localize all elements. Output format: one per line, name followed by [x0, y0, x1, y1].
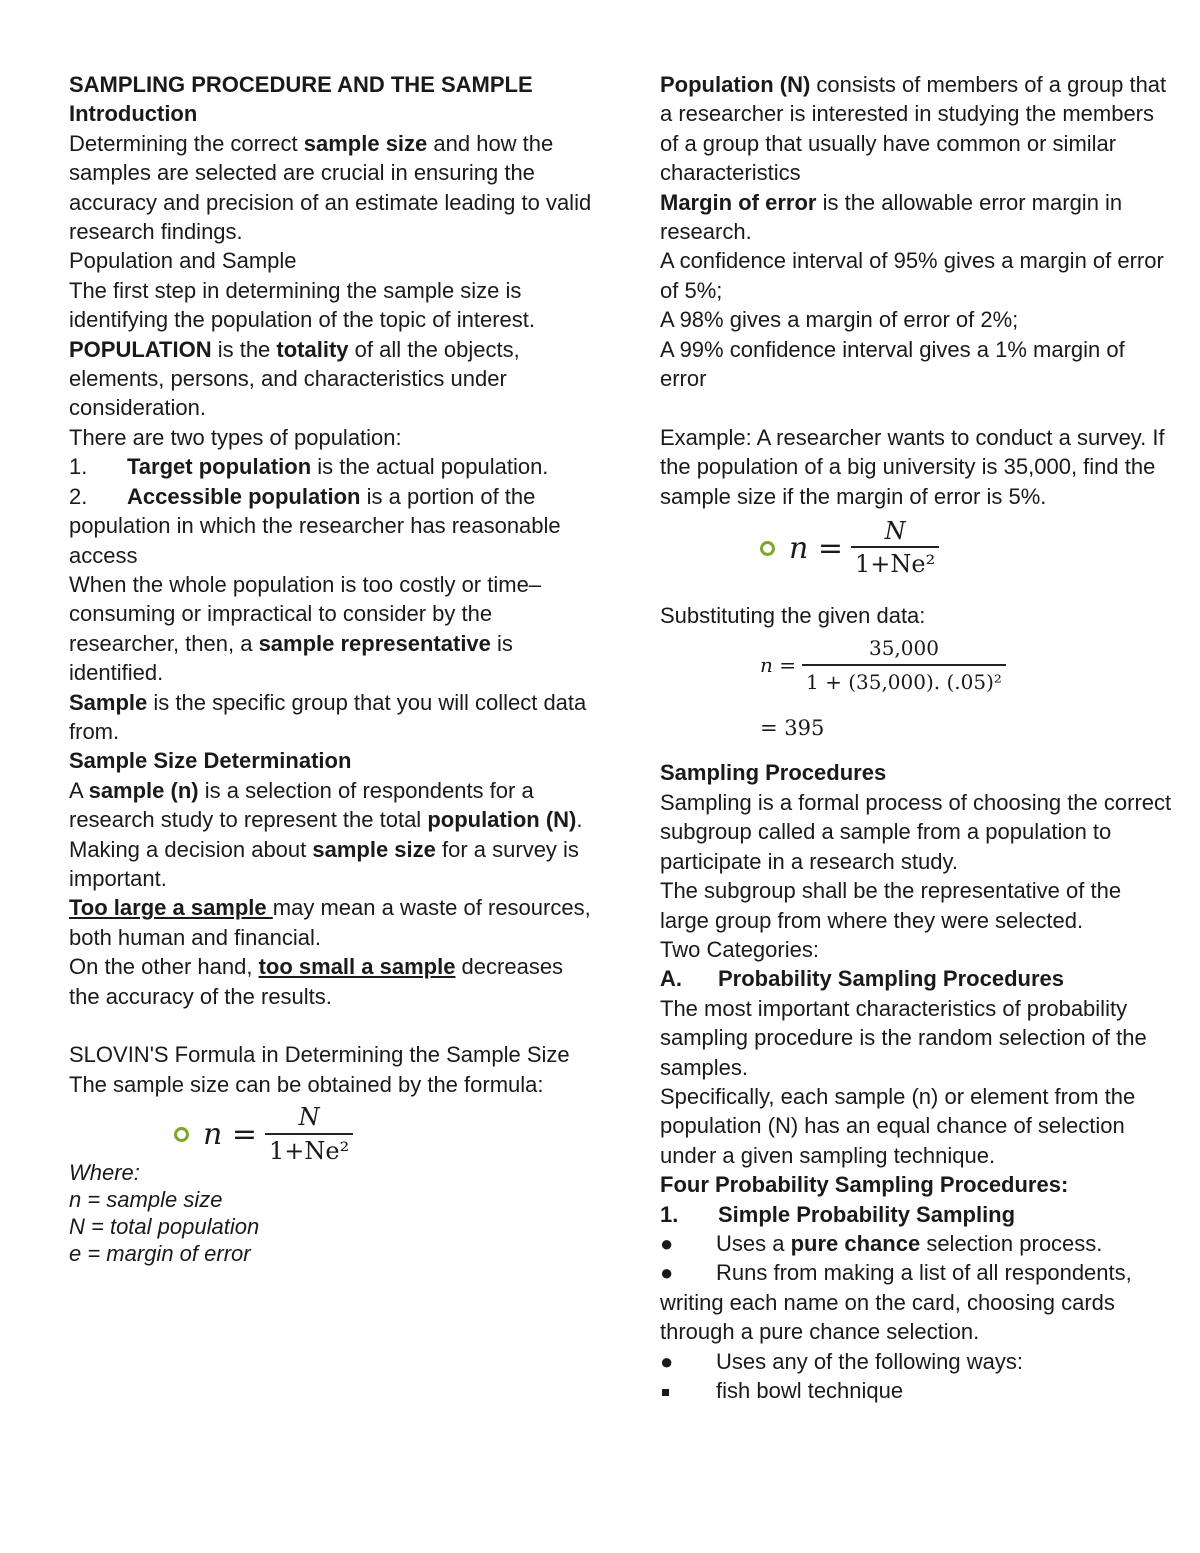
where-N: N = total population [69, 1214, 260, 1240]
example-paragraph: Example: A researcher wants to conduct a survey. If the population of a big university is 35,000, find the sample size if the margin of error is 5%. [660, 424, 1165, 509]
slovin-formula: n = $\frac{N}{\text{1+Ne²}}$ [174, 1103, 594, 1167]
probability-paragraph-2: Specifically, each sample (n) or element from the population (N) has an equal chance of selection under a given sampling technique. [660, 1083, 1136, 1168]
sample-size-definition: A sample (n) is a selection of respondents for a research study to represent the total population (N). [69, 777, 583, 833]
square-bullet-icon [660, 1376, 716, 1405]
substitution-formula: n = $\frac{35,000}{\text{1 + (35,000). (.05)²}}$ [760, 634, 1175, 706]
substitution-result: = 395 [760, 716, 825, 741]
bullet-pure-chance: ● Uses a pure chance selection process. [660, 1229, 1175, 1258]
category-a-heading: A. Probability Sampling Procedures [660, 966, 1064, 992]
bullet-list-respondents: ● Runs from making a list of all respondents, writing each name on the card, choosing cards through a pure chance selection. [660, 1260, 1132, 1345]
slovin-heading: SLOVIN'S Formula in Determining the Sample Size [69, 1042, 570, 1068]
bullet-icon: ● [660, 1230, 674, 1256]
margin-of-error-definition: Margin of error is the allowable error margin in research. [660, 189, 1123, 245]
confidence-95: A confidence interval of 95% gives a margin of error of 5%; [660, 248, 1164, 303]
left-column [69, 70, 594, 1267]
formula-bullet-icon [174, 1127, 189, 1142]
slovin-paragraph: The sample size can be obtained by the formula: [69, 1071, 544, 1097]
confidence-99: A 99% confidence interval gives a 1% margin of error [660, 336, 1125, 392]
intro-heading: Introduction [69, 101, 198, 127]
four-procedures-heading: Four Probability Sampling Procedures: [660, 1172, 1069, 1198]
sampling-paragraph-1: Sampling is a formal process of choosing the correct subgroup called a sample from a population to participate in a research study. [660, 789, 1172, 874]
confidence-98: A 98% gives a margin of error of 2%; [660, 307, 1019, 333]
intro-paragraph: Determining the correct sample size and how the samples are selected are crucial in ensuring the accuracy and precision of an estimate leading to valid research findings. [69, 130, 592, 245]
bullet-icon: ● [660, 1260, 674, 1286]
two-categories-label: Two Categories: [660, 936, 819, 962]
sampling-procedures-heading: Sampling Procedures [660, 760, 887, 786]
simple-probability-heading: 1. Simple Probability Sampling [660, 1201, 1016, 1227]
substitute-label: Substituting the given data: [660, 603, 926, 629]
population-paragraph: The first step in determining the sample size is identifying the population of the topic of interest. [69, 277, 535, 333]
bullet-icon: ● [660, 1348, 674, 1374]
sample-size-decision: Making a decision about sample size for a survey is important. [69, 836, 579, 891]
sampling-paragraph-2: The subgroup shall be the representative of the large group from where they were selected. [660, 878, 1122, 933]
sample-definition: Sample is the specific group that you will collect data from. [69, 689, 587, 744]
population-type-accessible: 2. Accessible population is a portion of the population in which the researcher has reasonable access [69, 483, 561, 568]
example-formula: n = $\frac{N}{\text{1+Ne²}}$ [760, 517, 1175, 601]
population-types-intro: There are two types of population: [69, 424, 402, 450]
population-n-definition: Population (N) consists of members of a group that a researcher is interested in studying the members of a group that usually have common or similar characteristics [660, 72, 1167, 186]
formula-bullet-icon [760, 541, 775, 556]
population-type-target: 1. Target population is the actual population. [69, 454, 549, 480]
population-definition: POPULATION is the totality of all the objects, elements, persons, and characteristics under consideration. [69, 336, 520, 421]
sample-size-heading: Sample Size Determination [69, 748, 352, 774]
document-title: SAMPLING PROCEDURE AND THE SAMPLE [69, 72, 533, 97]
square-bullet-fishbowl: fish bowl technique [660, 1376, 1175, 1405]
too-small-sample: On the other hand, too small a sample decreases the accuracy of the results. [69, 954, 564, 1009]
population-sample-heading: Population and Sample [69, 248, 297, 274]
bullet-ways: ● Uses any of the following ways: [660, 1347, 1175, 1376]
where-e: e = margin of error [69, 1241, 251, 1267]
probability-paragraph-1: The most important characteristics of probability sampling procedure is the random selection of the samples. [660, 995, 1147, 1080]
where-n: n = sample size [69, 1187, 223, 1213]
too-large-sample: Too large a sample may mean a waste of resources, both human and financial. [69, 895, 591, 950]
right-column [660, 70, 1175, 1405]
sample-representative-paragraph: When the whole population is too costly or time–consuming or impractical to consider by the researcher, then, a sample representative is identified. [69, 571, 542, 686]
where-label: Where: [69, 1160, 140, 1186]
